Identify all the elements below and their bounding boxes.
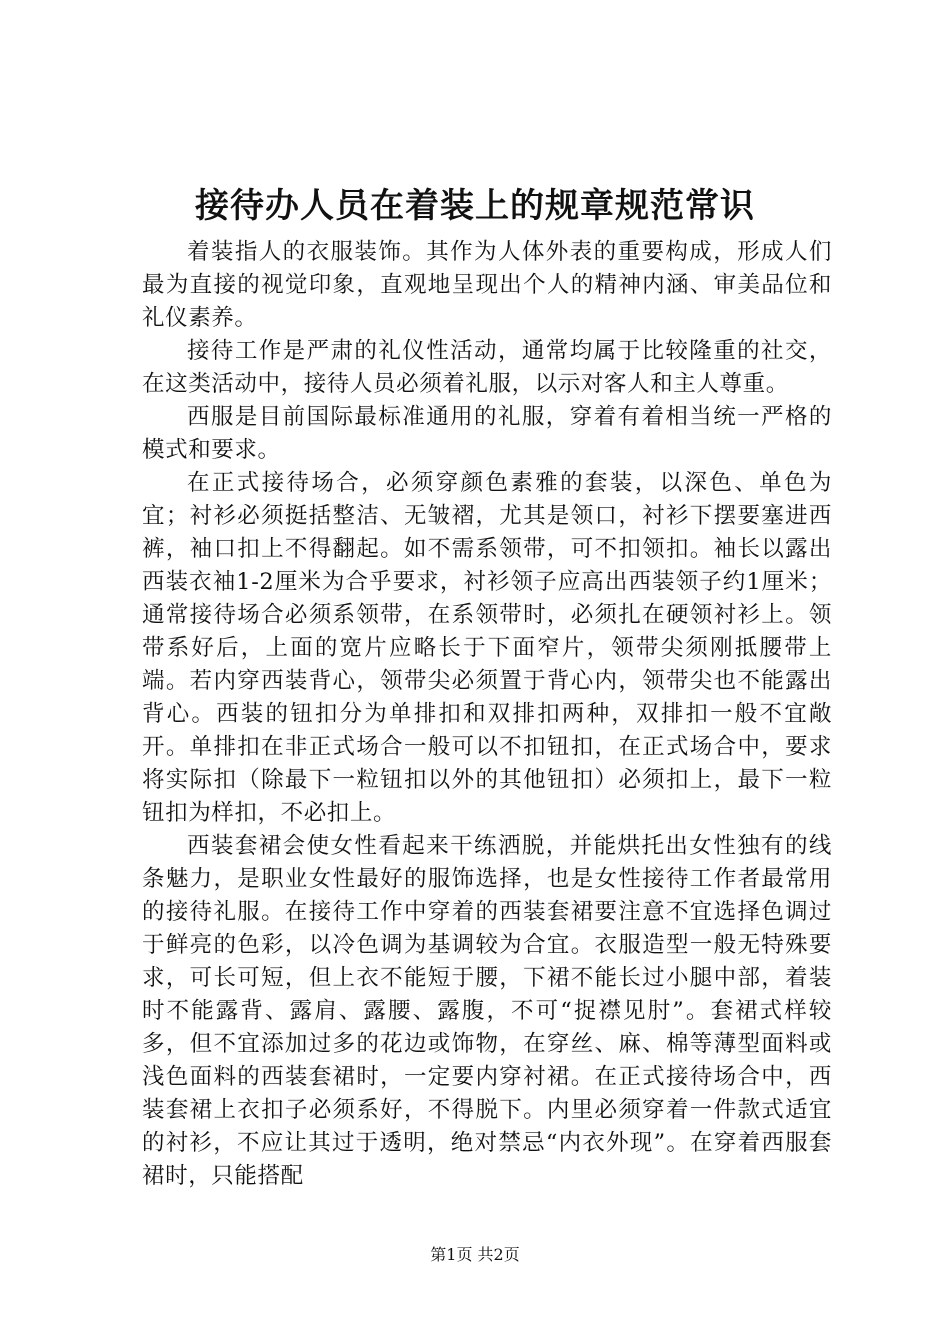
paragraph-suit-standard: 西服是目前国际最标准通用的礼服，穿着有着相当统一严格的模式和要求。	[142, 404, 832, 463]
paragraph-intro: 着装指人的衣服装饰。其作为人体外表的重要构成，形成人们最为直接的视觉印象，直观地呈现出个人的精神内涵、审美品位和礼仪素养。	[142, 239, 832, 331]
paragraph-suit-details: 在正式接待场合，必须穿颜色素雅的套装，以深色、单色为宜；衬衫必须挺括整洁、无皱褶，尤其是领口，衬衫下摆要塞进西裤，袖口扣上不得翻起。如不需系领带，可不扣领扣。袖长以露出西装衣袖1-2厘米为合乎要求，衬衫领子应高出西装领子约1厘米；通常接待场合必须系领带，在系领带时，必须扎在硬领衬衫上。领带系好后，上面的宽片应略长于下面窄片，领带尖须刚抵腰带上端。若内穿西装背心，领带尖必须置于背心内，领带尖也不能露出背心。西装的钮扣分为单排扣和双排扣两种，双排扣一般不宜敞开。单排扣在非正式场合一般可以不扣钮扣，在正式场合中，要求将实际扣（除最下一粒钮扣以外的其他钮扣）必须扣上，最下一粒钮扣为样扣，不必扣上。	[142, 470, 832, 826]
paragraph-skirt-suit: 西装套裙会使女性看起来干练洒脱，并能烘托出女性独有的线条魅力，是职业女性最好的服饰选择，也是女性接待工作者最常用的接待礼服。在接待工作中穿着的西装套裙要注意不宜选择色调过于鲜亮的色彩，以冷色调为基调较为合宜。衣服造型一般无特殊要求，可长可短，但上衣不能短于腰，下裙不能长过小腿中部，着装时不能露背、露肩、露腰、露腹，不可“捉襟见肘”。套裙式样较多，但不宜添加过多的花边或饰物，在穿丝、麻、棉等薄型面料或浅色面料的西装套裙时，一定要内穿衬裙。在正式接待场合中，西装套裙上衣扣子必须系好，不得脱下。内里必须穿着一件款式适宜的衬衫，不应让其过于透明，绝对禁忌“内衣外现”。在穿着西服套裙时，只能搭配	[142, 833, 832, 1189]
document-body	[142, 236, 832, 1193]
document-title: 接待办人员在着装上的规章规范常识	[195, 186, 755, 226]
paragraph-reception-etiquette: 接待工作是严肃的礼仪性活动，通常均属于比较隆重的社交，在这类活动中，接待人员必须着礼服，以示对客人和主人尊重。	[142, 338, 832, 397]
page-number-footer: 第1页 共2页	[430, 1245, 520, 1264]
